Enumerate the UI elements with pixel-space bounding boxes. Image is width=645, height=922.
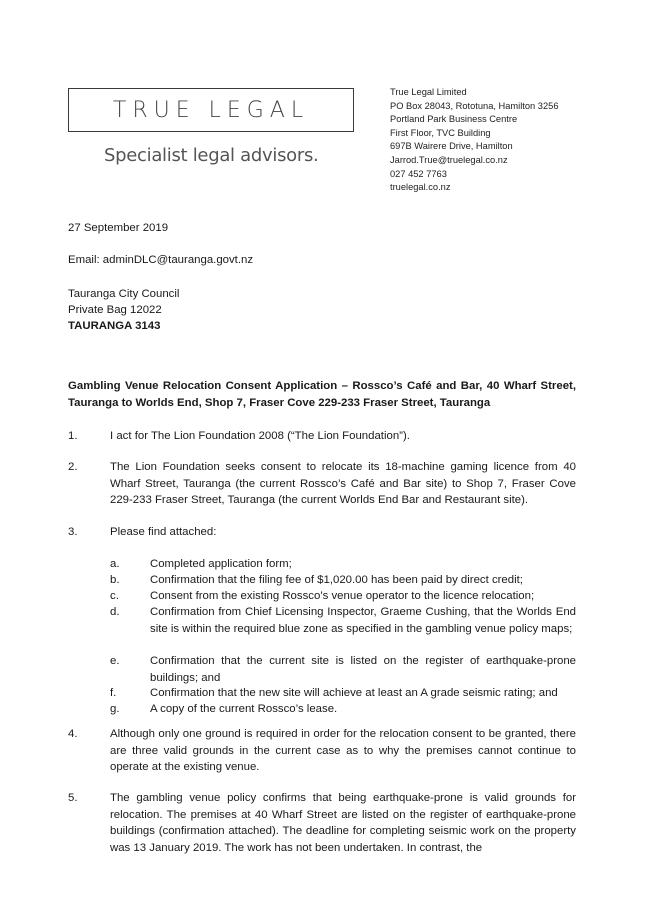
paragraph [68, 524, 576, 541]
sender-line: Portland Park Business Centre [390, 114, 518, 125]
paragraph-number: 1. [68, 430, 78, 442]
paragraph-number: 4. [68, 728, 78, 740]
recipient-city: TAURANGA 3143 [68, 320, 161, 332]
attachment-letter: b. [110, 574, 120, 586]
attachment-letter: f. [110, 687, 117, 699]
attachment-text: A copy of the current Rossco’s lease. [150, 703, 338, 715]
paragraph-text: The Lion Foundation seeks consent to relocate its 18-machine gaming licence from 40 Wharf Street, Tauranga (the current Rossco’s Café and Bar site) to Shop 7, Fraser Cove 229-233 Fraser Street, Tauranga (the current Worlds End Bar and Restaurant site). [110, 461, 576, 506]
logo [68, 88, 354, 132]
sender-line: PO Box 28043, Rototuna, Hamilton 3256 [390, 100, 559, 111]
attachment-item [110, 588, 576, 605]
paragraph [68, 790, 576, 856]
attachment-text: Confirmation that the new site will achieve at least an A grade seismic rating; and [150, 687, 558, 699]
sender-line: True Legal Limited [390, 87, 467, 97]
sender-website: truelegal.co.nz [390, 182, 451, 193]
logo-name: TRUE LEGAL [112, 97, 310, 123]
recipient-email: Email: adminDLC@tauranga.govt.nz [68, 254, 254, 266]
sender-address-block [390, 86, 558, 195]
sender-email: Jarrod.True@truelegal.co.nz [390, 154, 508, 165]
recipient-name: Tauranga City Council [68, 288, 180, 300]
logo-tagline: Specialist legal advisors. [104, 145, 319, 166]
attachment-text: Confirmation that the filing fee of $1,020.00 has been paid by direct credit; [150, 574, 523, 586]
attachment-letter: g. [110, 703, 120, 715]
attachment-item [110, 572, 576, 589]
attachment-letter: e. [110, 655, 120, 667]
paragraph-text: Please find attached: [110, 526, 217, 538]
attachment-text: Confirmation from Chief Licensing Inspector, Graeme Cushing, that the Worlds End site is within the required blue zone as specified in the gambling venue policy maps; [150, 606, 576, 635]
recipient-address [68, 286, 179, 334]
recipient-postal: Private Bag 12022 [68, 304, 162, 316]
paragraph-text: Although only one ground is required in order for the relocation consent to be granted, there are three valid grounds in the current case as to why the premises cannot continue to operate at the existing venue. [110, 728, 576, 773]
attachment-item [110, 604, 576, 637]
paragraph-number: 3. [68, 526, 78, 538]
paragraph [68, 726, 576, 776]
letter-subject: Gambling Venue Relocation Consent Application – Rossco’s Café and Bar, 40 Wharf Street, Tauranga to Worlds End, Shop 7, Fraser Cove 229-233 Fraser Street, Tauranga [68, 380, 576, 409]
paragraph-number: 5. [68, 792, 78, 804]
attachment-text: Confirmation that the current site is listed on the register of earthquake-prone buildings; and [150, 655, 576, 684]
paragraph-number: 2. [68, 461, 78, 473]
paragraph-text: I act for The Lion Foundation 2008 (“The Lion Foundation”). [110, 430, 410, 442]
letter-date: 27 September 2019 [68, 222, 169, 234]
attachment-letter: c. [110, 590, 119, 602]
attachment-item [110, 653, 576, 686]
paragraph-text: The gambling venue policy confirms that being earthquake-prone is valid grounds for relocation. The premises at 40 Wharf Street are listed on the register of earthquake-prone buildings (confirmation attached). The deadline for completing seismic work on the property was 13 January 2019. The work has not been undertaken. In contrast, the [110, 792, 576, 854]
attachment-text: Consent from the existing Rossco’s venue operator to the licence relocation; [150, 590, 535, 602]
sender-phone: 027 452 7763 [390, 168, 447, 179]
attachment-item [110, 701, 576, 718]
attachment-item [110, 556, 576, 573]
sender-line: 697B Wairere Drive, Hamilton [390, 141, 513, 152]
paragraph [68, 428, 576, 445]
attachment-letter: d. [110, 606, 120, 618]
attachment-item [110, 685, 576, 702]
attachment-letter: a. [110, 558, 120, 570]
attachment-text: Completed application form; [150, 558, 292, 570]
sender-line: First Floor, TVC Building [390, 127, 491, 138]
paragraph [68, 459, 576, 509]
